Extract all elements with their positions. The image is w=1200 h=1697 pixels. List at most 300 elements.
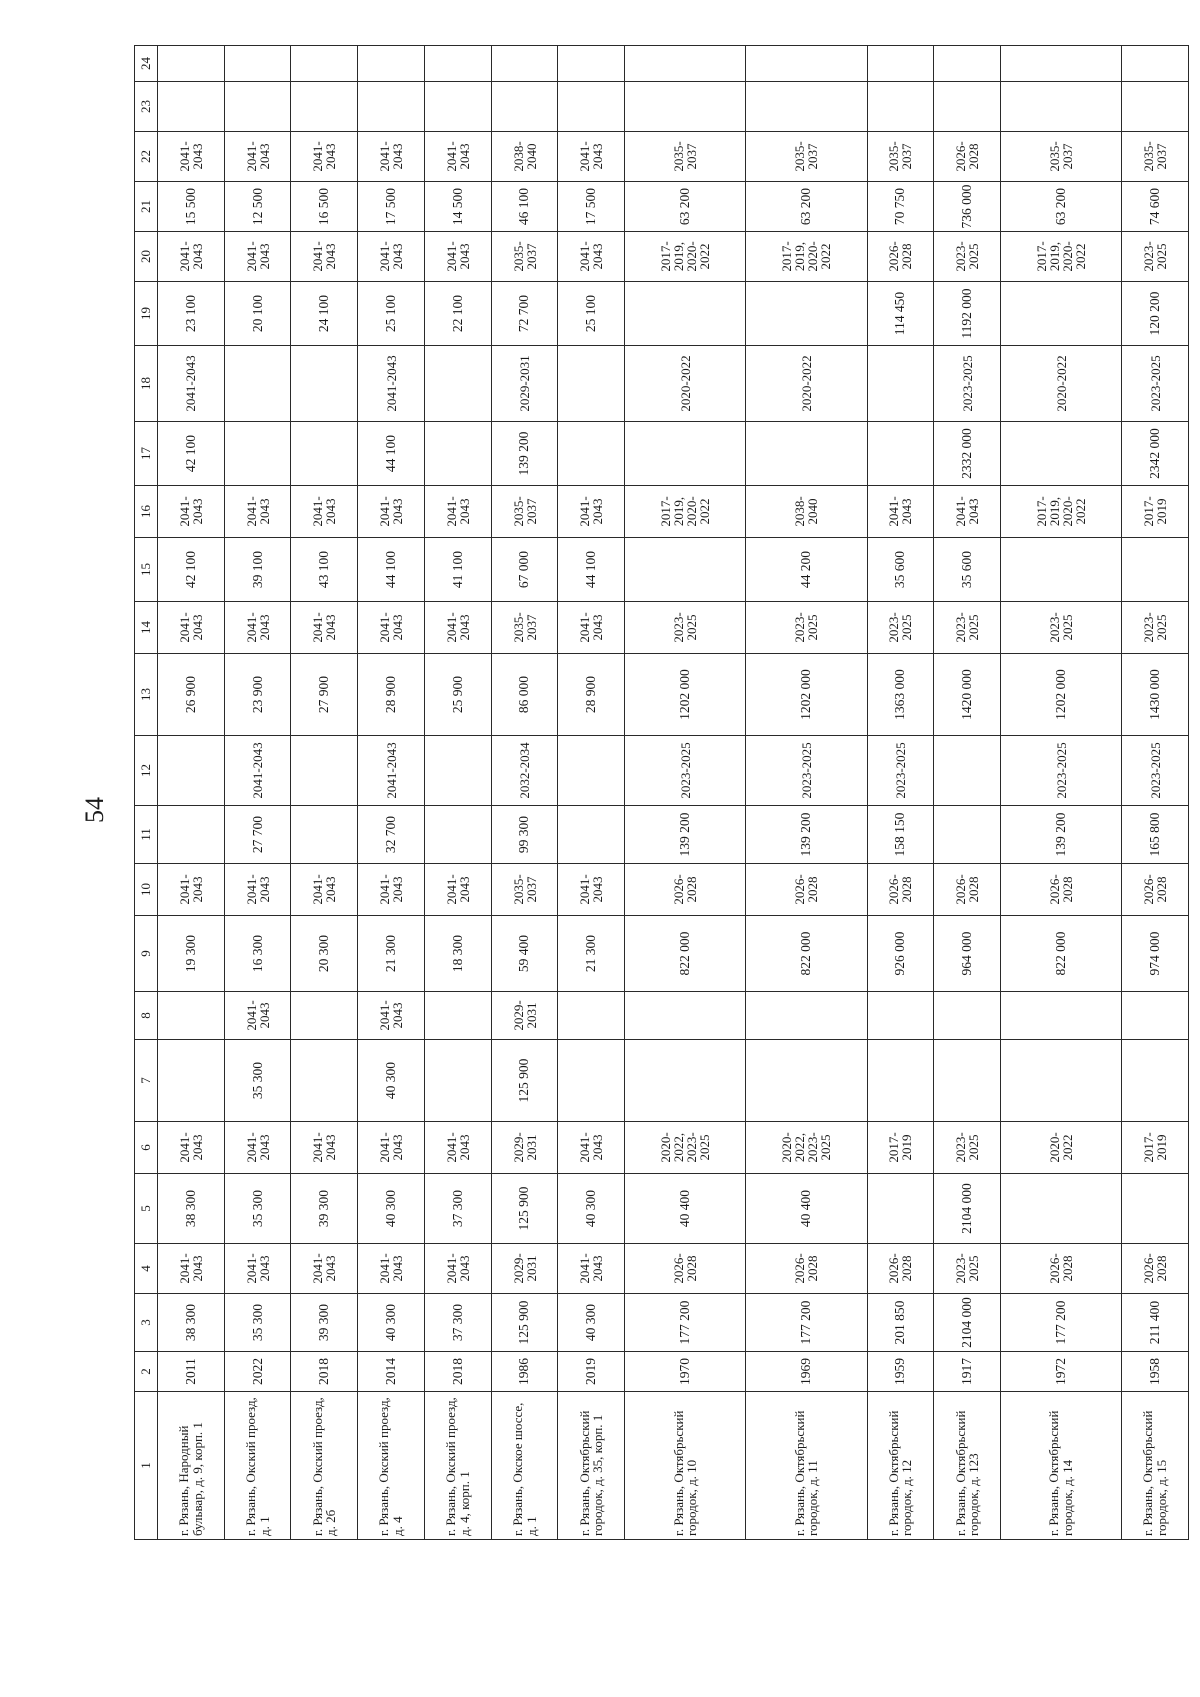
table-cell: 2017-2019	[867, 1122, 934, 1174]
table-cell: 38 300	[158, 1174, 225, 1244]
table-cell	[558, 82, 625, 132]
table-cell: 2023-2025	[1122, 602, 1189, 654]
table-cell: 40 400	[746, 1174, 867, 1244]
table-cell: 39 300	[291, 1294, 358, 1352]
table-cell: 2104 000	[934, 1294, 1001, 1352]
table-cell: 27 900	[291, 654, 358, 736]
table-cell: 2022	[224, 1352, 291, 1392]
column-header: 7	[135, 1040, 158, 1122]
table-cell	[867, 82, 934, 132]
address-cell: г. Рязань, Октябрьский городок, д. 15	[1122, 1392, 1189, 1540]
table-cell	[558, 992, 625, 1040]
address-cell: г. Рязань, Октябрьский городок, д. 123	[934, 1392, 1001, 1540]
table-cell: 16 500	[291, 182, 358, 232]
table-cell: 2041-2043	[224, 232, 291, 282]
table-cell: 125 900	[491, 1174, 558, 1244]
table-cell: 2038-2040	[746, 486, 867, 538]
table-cell: 39 300	[291, 1174, 358, 1244]
address-cell: г. Рязань, Окский проезд, д. 2б	[291, 1392, 358, 1540]
table-cell: 16 300	[224, 916, 291, 992]
column-header: 11	[135, 806, 158, 864]
table-cell	[424, 82, 491, 132]
table-cell: 2041-2043	[224, 602, 291, 654]
column-header: 16	[135, 486, 158, 538]
table-cell: 2041-2043	[358, 864, 425, 916]
table-cell: 99 300	[491, 806, 558, 864]
column-header: 21	[135, 182, 158, 232]
address-cell: г. Рязань, Окский проезд, д. 4	[358, 1392, 425, 1540]
table-cell: 2041-2043	[424, 232, 491, 282]
table-cell: 2020-2022, 2023-2025	[746, 1122, 867, 1174]
table-cell	[491, 82, 558, 132]
table-cell: 2035-2037	[491, 602, 558, 654]
table-cell: 2041-2043	[291, 486, 358, 538]
table-cell: 2026-2028	[625, 1244, 746, 1294]
table-cell: 23 900	[224, 654, 291, 736]
table-cell: 40 300	[358, 1294, 425, 1352]
table-cell: 2041-2043	[424, 602, 491, 654]
table-cell: 120 200	[1122, 282, 1189, 346]
table-cell: 139 200	[625, 806, 746, 864]
table-cell: 2041-2043	[224, 1122, 291, 1174]
table-cell	[1122, 46, 1189, 82]
address-cell: г. Рязань, Октябрьский городок, д. 11	[746, 1392, 867, 1540]
table-cell: 32 700	[358, 806, 425, 864]
table-cell: 67 000	[491, 538, 558, 602]
table-cell: 2041-2043	[358, 346, 425, 422]
table-cell	[867, 46, 934, 82]
table-cell	[291, 82, 358, 132]
table-cell: 2041-2043	[558, 602, 625, 654]
table-cell: 21 300	[558, 916, 625, 992]
table-cell: 125 900	[491, 1040, 558, 1122]
table-cell	[934, 992, 1001, 1040]
table-cell	[1122, 1040, 1189, 1122]
table-cell: 2035-2037	[491, 486, 558, 538]
table-cell: 35 600	[867, 538, 934, 602]
table-cell: 2035-2037	[1122, 132, 1189, 182]
table-cell	[1001, 282, 1122, 346]
table-cell: 1202 000	[625, 654, 746, 736]
column-header: 3	[135, 1294, 158, 1352]
table-cell: 42 100	[158, 422, 225, 486]
table-cell: 2041-2043	[224, 864, 291, 916]
table-cell	[424, 992, 491, 1040]
table-cell	[224, 422, 291, 486]
table-cell: 12 500	[224, 182, 291, 232]
table-cell: 2019	[558, 1352, 625, 1392]
table-cell: 201 850	[867, 1294, 934, 1352]
table-cell: 41 100	[424, 538, 491, 602]
table-cell: 44 100	[558, 538, 625, 602]
table-cell	[558, 346, 625, 422]
column-header: 9	[135, 916, 158, 992]
table-cell: 43 100	[291, 538, 358, 602]
table-cell	[625, 422, 746, 486]
table-cell	[746, 422, 867, 486]
table-cell: 2023-2025	[867, 736, 934, 806]
table-cell: 44 100	[358, 422, 425, 486]
table-cell: 2041-2043	[558, 1122, 625, 1174]
table-cell	[558, 46, 625, 82]
table-cell: 17 500	[558, 182, 625, 232]
table-cell: 2029-2031	[491, 1122, 558, 1174]
table-cell: 2038-2040	[491, 132, 558, 182]
table-cell: 211 400	[1122, 1294, 1189, 1352]
table-cell	[1001, 1174, 1122, 1244]
table-cell	[291, 422, 358, 486]
table-cell	[424, 46, 491, 82]
table-cell: 22 100	[424, 282, 491, 346]
table-cell: 14 500	[424, 182, 491, 232]
table-cell: 2041-2043	[358, 602, 425, 654]
table-cell	[746, 82, 867, 132]
table-cell: 26 900	[158, 654, 225, 736]
table-cell: 1917	[934, 1352, 1001, 1392]
table-row	[746, 46, 867, 1540]
table-row	[625, 46, 746, 1540]
table-cell: 2026-2028	[1122, 864, 1189, 916]
table-cell: 2041-2043	[867, 486, 934, 538]
table-row	[491, 46, 558, 1540]
table-cell	[424, 346, 491, 422]
table-cell: 2041-2043	[424, 1244, 491, 1294]
table-cell: 19 300	[158, 916, 225, 992]
table-cell: 2104 000	[934, 1174, 1001, 1244]
table-cell	[1122, 992, 1189, 1040]
column-header: 2	[135, 1352, 158, 1392]
table-cell: 2041-2043	[224, 992, 291, 1040]
table-cell: 18 300	[424, 916, 491, 992]
table-row	[558, 46, 625, 1540]
table-cell: 2011	[158, 1352, 225, 1392]
column-header: 6	[135, 1122, 158, 1174]
table-cell: 2026-2028	[934, 864, 1001, 916]
table-cell: 2017-2019	[1122, 486, 1189, 538]
table-cell: 21 300	[358, 916, 425, 992]
table-row	[158, 46, 225, 1540]
table-cell: 2017-2019, 2020-2022	[625, 232, 746, 282]
table-row	[224, 46, 291, 1540]
table-cell: 2023-2025	[1122, 736, 1189, 806]
column-header: 10	[135, 864, 158, 916]
table-cell: 25 100	[558, 282, 625, 346]
table-cell: 2035-2037	[746, 132, 867, 182]
table-cell: 139 200	[491, 422, 558, 486]
table-cell	[867, 346, 934, 422]
table-cell	[1001, 46, 1122, 82]
table-cell	[1001, 992, 1122, 1040]
table-cell: 139 200	[746, 806, 867, 864]
table-cell: 35 300	[224, 1040, 291, 1122]
table-cell: 63 200	[625, 182, 746, 232]
table-cell: 2041-2043	[934, 486, 1001, 538]
table-cell	[746, 46, 867, 82]
table-cell	[625, 1040, 746, 1122]
table-cell: 2026-2028	[867, 232, 934, 282]
table-cell: 1959	[867, 1352, 934, 1392]
table-row	[358, 46, 425, 1540]
table-cell: 38 300	[158, 1294, 225, 1352]
table-row	[1122, 46, 1189, 1540]
address-cell: г. Рязань, Народный бульвар, д. 9, корп. 1	[158, 1392, 225, 1540]
table-cell	[291, 992, 358, 1040]
table-cell: 2029-2031	[491, 346, 558, 422]
table-cell: 974 000	[1122, 916, 1189, 992]
header-row	[135, 46, 158, 1540]
table-cell: 44 100	[358, 538, 425, 602]
table-cell: 63 200	[1001, 182, 1122, 232]
table-cell: 1986	[491, 1352, 558, 1392]
table-cell	[558, 1040, 625, 1122]
table-cell: 2017-2019, 2020-2022	[1001, 486, 1122, 538]
table-cell: 23 100	[158, 282, 225, 346]
address-cell: г. Рязань, Октябрьский городок, д. 35, корп. 1	[558, 1392, 625, 1540]
table-cell: 2017-2019	[1122, 1122, 1189, 1174]
table-cell	[1122, 82, 1189, 132]
table-cell: 37 300	[424, 1174, 491, 1244]
table-row	[934, 46, 1001, 1540]
column-header: 4	[135, 1244, 158, 1294]
table-cell: 2026-2028	[867, 1244, 934, 1294]
table-cell: 822 000	[746, 916, 867, 992]
table-cell: 926 000	[867, 916, 934, 992]
table-cell: 74 600	[1122, 182, 1189, 232]
table-cell: 72 700	[491, 282, 558, 346]
table-cell: 2020-2022	[746, 346, 867, 422]
table-cell	[746, 1040, 867, 1122]
address-cell: г. Рязань, Окский проезд, д. 4, корп. 1	[424, 1392, 491, 1540]
table-cell: 2332 000	[934, 422, 1001, 486]
table-cell: 2041-2043	[358, 736, 425, 806]
table-cell: 2023-2025	[1122, 346, 1189, 422]
table-cell: 15 500	[158, 182, 225, 232]
table-cell: 2041-2043	[558, 1244, 625, 1294]
table-cell	[424, 1040, 491, 1122]
table-cell: 2041-2043	[291, 232, 358, 282]
table-cell: 40 300	[558, 1174, 625, 1244]
table-cell: 1958	[1122, 1352, 1189, 1392]
table-cell	[1001, 1040, 1122, 1122]
table-cell	[291, 736, 358, 806]
table-cell: 2026-2028	[746, 1244, 867, 1294]
table-cell	[358, 46, 425, 82]
table-cell: 2041-2043	[358, 486, 425, 538]
table-cell	[934, 806, 1001, 864]
table-cell: 2041-2043	[424, 1122, 491, 1174]
table-cell: 63 200	[746, 182, 867, 232]
table-cell: 2020-2022	[1001, 1122, 1122, 1174]
table-cell: 46 100	[491, 182, 558, 232]
table-cell: 2041-2043	[424, 132, 491, 182]
table-cell: 2023-2025	[746, 602, 867, 654]
table-cell: 2026-2028	[1001, 1244, 1122, 1294]
column-header: 14	[135, 602, 158, 654]
table-cell: 28 900	[558, 654, 625, 736]
table-cell: 40 300	[358, 1040, 425, 1122]
table-cell	[491, 46, 558, 82]
table-cell: 2041-2043	[358, 132, 425, 182]
table-cell: 1969	[746, 1352, 867, 1392]
table-cell: 2035-2037	[491, 232, 558, 282]
table-cell: 2041-2043	[358, 232, 425, 282]
table-cell	[1001, 422, 1122, 486]
column-header: 22	[135, 132, 158, 182]
column-header: 19	[135, 282, 158, 346]
table-cell: 2018	[291, 1352, 358, 1392]
table-cell: 20 300	[291, 916, 358, 992]
table-cell	[934, 82, 1001, 132]
table-cell	[1001, 82, 1122, 132]
table-cell: 44 200	[746, 538, 867, 602]
table-cell: 2023-2025	[746, 736, 867, 806]
column-header: 15	[135, 538, 158, 602]
table-cell: 2023-2025	[934, 346, 1001, 422]
table-cell: 2026-2028	[934, 132, 1001, 182]
table-cell: 2023-2025	[625, 736, 746, 806]
table-cell: 158 150	[867, 806, 934, 864]
table-cell: 2023-2025	[934, 232, 1001, 282]
table-cell	[158, 82, 225, 132]
table-cell	[625, 82, 746, 132]
table-cell: 177 200	[746, 1294, 867, 1352]
table-cell: 2023-2025	[1122, 232, 1189, 282]
table-cell: 86 000	[491, 654, 558, 736]
column-header: 24	[135, 46, 158, 82]
table-cell: 2029-2031	[491, 1244, 558, 1294]
table-cell	[934, 1040, 1001, 1122]
column-header: 8	[135, 992, 158, 1040]
table-cell: 139 200	[1001, 806, 1122, 864]
table-cell: 2041-2043	[158, 602, 225, 654]
table-cell: 2020-2022	[625, 346, 746, 422]
table-cell	[424, 736, 491, 806]
table-cell	[291, 1040, 358, 1122]
table-cell: 25 900	[424, 654, 491, 736]
table-cell	[625, 282, 746, 346]
table-cell: 2041-2043	[291, 864, 358, 916]
table-cell: 2041-2043	[224, 1244, 291, 1294]
table-cell: 2041-2043	[158, 232, 225, 282]
data-table	[134, 45, 1189, 1540]
table-cell: 2023-2025	[1001, 736, 1122, 806]
table-cell: 2035-2037	[625, 132, 746, 182]
page-number: 54	[80, 797, 109, 823]
table-cell	[867, 1040, 934, 1122]
table-cell: 2041-2043	[558, 864, 625, 916]
table-cell: 2020-2022	[1001, 346, 1122, 422]
table-cell: 2014	[358, 1352, 425, 1392]
table-cell	[158, 46, 225, 82]
table-body	[158, 46, 1189, 1540]
table-cell: 2041-2043	[158, 486, 225, 538]
table-cell: 1430 000	[1122, 654, 1189, 736]
column-header: 5	[135, 1174, 158, 1244]
table-cell	[746, 282, 867, 346]
table-cell: 2023-2025	[867, 602, 934, 654]
table-cell: 125 900	[491, 1294, 558, 1352]
table-cell: 1202 000	[1001, 654, 1122, 736]
table-cell: 2041-2043	[558, 132, 625, 182]
table-cell: 2041-2043	[291, 1122, 358, 1174]
table-cell	[291, 346, 358, 422]
table-cell	[746, 992, 867, 1040]
table-cell: 2035-2037	[491, 864, 558, 916]
table-cell: 2035-2037	[867, 132, 934, 182]
table-cell	[358, 82, 425, 132]
column-header: 23	[135, 82, 158, 132]
table-cell: 2023-2025	[1001, 602, 1122, 654]
table-cell: 37 300	[424, 1294, 491, 1352]
table-cell: 2026-2028	[1001, 864, 1122, 916]
table-cell	[934, 46, 1001, 82]
table-cell	[867, 422, 934, 486]
table-cell: 2041-2043	[224, 132, 291, 182]
table-cell: 2026-2028	[867, 864, 934, 916]
table-cell: 2023-2025	[934, 1122, 1001, 1174]
table-cell: 2023-2025	[934, 1244, 1001, 1294]
table-cell: 822 000	[1001, 916, 1122, 992]
table-cell: 42 100	[158, 538, 225, 602]
table-row	[291, 46, 358, 1540]
column-header: 1	[135, 1392, 158, 1540]
table-cell	[224, 46, 291, 82]
table-cell: 2041-2043	[158, 1122, 225, 1174]
address-cell: г. Рязань, Октябрьский городок, д. 12	[867, 1392, 934, 1540]
table-cell: 2041-2043	[158, 346, 225, 422]
table-cell: 2041-2043	[291, 602, 358, 654]
column-header: 13	[135, 654, 158, 736]
table-cell	[291, 46, 358, 82]
table-cell: 70 750	[867, 182, 934, 232]
table-cell: 2041-2043	[158, 132, 225, 182]
table-cell	[625, 538, 746, 602]
table-cell: 2041-2043	[224, 736, 291, 806]
table-cell: 2017-2019, 2020-2022	[625, 486, 746, 538]
table-cell: 2029-2031	[491, 992, 558, 1040]
address-cell: г. Рязань, Октябрьский городок, д. 14	[1001, 1392, 1122, 1540]
table-cell	[158, 736, 225, 806]
table-cell: 35 300	[224, 1294, 291, 1352]
table-cell: 35 300	[224, 1174, 291, 1244]
table-cell: 2035-2037	[1001, 132, 1122, 182]
table-cell: 2041-2043	[158, 864, 225, 916]
table-cell: 59 400	[491, 916, 558, 992]
table-cell: 177 200	[1001, 1294, 1122, 1352]
table-row	[867, 46, 934, 1540]
table-cell	[1001, 538, 1122, 602]
table-cell	[558, 736, 625, 806]
table-cell: 165 800	[1122, 806, 1189, 864]
table-cell: 2041-2043	[358, 1122, 425, 1174]
table-cell: 2041-2043	[358, 992, 425, 1040]
table-cell: 2018	[424, 1352, 491, 1392]
table-cell: 114 450	[867, 282, 934, 346]
table-cell	[424, 806, 491, 864]
table-cell: 2041-2043	[224, 486, 291, 538]
table-cell: 177 200	[625, 1294, 746, 1352]
table-cell	[424, 422, 491, 486]
table-cell: 1970	[625, 1352, 746, 1392]
table-cell: 2041-2043	[291, 1244, 358, 1294]
table-cell: 2342 000	[1122, 422, 1189, 486]
table-cell: 1420 000	[934, 654, 1001, 736]
table-cell: 1972	[1001, 1352, 1122, 1392]
table-cell: 20 100	[224, 282, 291, 346]
table-cell	[158, 806, 225, 864]
table-cell: 1192 000	[934, 282, 1001, 346]
table-cell: 2026-2028	[746, 864, 867, 916]
